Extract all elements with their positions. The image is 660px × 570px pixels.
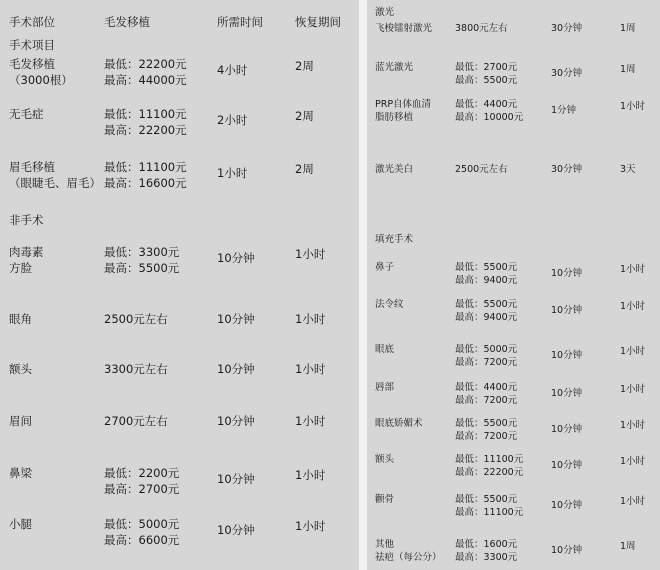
price-range <box>455 61 517 87</box>
price-range-line: 最低：1600元 <box>455 539 518 550</box>
price-range <box>104 465 179 497</box>
time-required: 10分钟 <box>217 312 255 326</box>
price-range-line: 3800元左右 <box>455 23 508 34</box>
price-range-line: 最高：44000元 <box>104 73 187 87</box>
price-range-line: 最低：11100元 <box>104 107 187 121</box>
price-range <box>455 538 517 564</box>
recovery-period: 1小时 <box>620 301 646 312</box>
price-range-line: 2700元左右 <box>104 414 168 428</box>
time-required: 10分钟 <box>551 500 583 511</box>
recovery-period: 1周 <box>620 541 636 552</box>
procedure-name <box>375 343 394 356</box>
header-body-part: 手术部位 <box>9 15 55 29</box>
price-range <box>104 106 187 138</box>
procedure-name-line: 鼻梁 <box>9 466 32 480</box>
procedure-name-line: 无毛症 <box>9 107 44 121</box>
price-range-line: 最高：2700元 <box>104 482 180 496</box>
procedure-name-line: 脂肪移植 <box>375 112 414 123</box>
time-required: 10分钟 <box>217 472 255 486</box>
price-range-line: 最高：7200元 <box>455 431 518 442</box>
recovery-period: 1小时 <box>620 420 646 431</box>
price-range <box>104 361 168 377</box>
procedure-name <box>9 465 32 481</box>
time-required: 10分钟 <box>551 545 583 556</box>
procedure-name-line: 眼底娇媚术 <box>375 418 423 429</box>
procedure-name-line: 祛疤（每公分） <box>375 552 442 563</box>
price-range-line: 最低：3300元 <box>104 245 180 259</box>
recovery-period: 3天 <box>620 164 636 175</box>
price-range-line: 最低：5500元 <box>455 262 518 273</box>
procedure-name-line: 额头 <box>375 454 395 465</box>
price-range-line: 最高：3300元 <box>455 552 518 563</box>
time-required: 1小时 <box>217 166 248 180</box>
price-range-line: 最高：5500元 <box>455 75 518 86</box>
price-range <box>104 311 168 327</box>
time-required: 4小时 <box>217 63 248 77</box>
procedure-name <box>375 417 423 430</box>
procedure-name-line: 其他 <box>375 539 395 550</box>
recovery-period: 1小时 <box>295 312 326 326</box>
procedure-name <box>9 311 32 327</box>
procedure-name <box>9 56 73 88</box>
procedure-name-line: 法令纹 <box>375 299 404 310</box>
price-range-line: 最高：9400元 <box>455 275 518 286</box>
time-required: 10分钟 <box>551 424 583 435</box>
time-required: 10分钟 <box>551 388 583 399</box>
recovery-period: 2周 <box>295 59 314 73</box>
price-range-line: 最高：5500元 <box>104 261 180 275</box>
recovery-period: 1小时 <box>620 346 646 357</box>
time-required: 10分钟 <box>217 523 255 537</box>
procedure-name-line: 眉间 <box>9 414 32 428</box>
section-title: 激光 <box>375 7 395 18</box>
time-required: 10分钟 <box>551 268 583 279</box>
procedure-name-line: 额头 <box>9 362 32 376</box>
price-range-line: 3300元左右 <box>104 362 168 376</box>
recovery-period: 1小时 <box>620 264 646 275</box>
procedure-name-line: （眼睫毛、眉毛） <box>9 176 101 190</box>
procedure-name <box>9 106 44 122</box>
price-range <box>104 244 179 276</box>
procedure-name <box>9 244 44 276</box>
section-title: 填充手术 <box>375 234 414 245</box>
price-range-line: 最高：22200元 <box>455 467 524 478</box>
header-time-required: 所需时间 <box>217 15 263 29</box>
recovery-period: 1小时 <box>295 362 326 376</box>
procedure-name-line: 飞梭镭射激光 <box>375 23 433 34</box>
procedure-name <box>375 163 413 176</box>
price-range-line: 最低：2200元 <box>104 466 180 480</box>
procedure-name <box>375 98 431 124</box>
procedure-name-line: 唇部 <box>375 382 395 393</box>
procedure-name <box>375 298 404 311</box>
procedure-name <box>375 453 394 466</box>
time-required: 10分钟 <box>551 460 583 471</box>
price-range-line: 最高：9400元 <box>455 312 518 323</box>
procedure-name <box>9 361 32 377</box>
procedure-name-line: 眼底 <box>375 344 395 355</box>
price-range-line: 最低：22200元 <box>104 57 187 71</box>
procedure-name <box>375 61 413 74</box>
recovery-period: 1小时 <box>620 456 646 467</box>
recovery-period: 2周 <box>295 109 314 123</box>
procedure-name <box>375 22 432 35</box>
recovery-period: 1小时 <box>620 384 646 395</box>
right-price-table <box>367 0 660 570</box>
time-required: 2小时 <box>217 113 248 127</box>
price-range <box>455 343 517 369</box>
section-title: 手术项目 <box>9 38 55 52</box>
price-range <box>455 98 523 124</box>
price-range <box>104 413 168 429</box>
price-range-line: 最低：11100元 <box>455 454 524 465</box>
recovery-period: 1小时 <box>295 519 326 533</box>
procedure-name-line: （3000根） <box>9 73 73 87</box>
procedure-name-line: PRP自体血清 <box>375 99 432 110</box>
price-range-line: 最高：6600元 <box>104 533 180 547</box>
price-range <box>455 163 508 176</box>
column-divider <box>359 0 367 570</box>
procedure-name <box>9 159 101 191</box>
price-range-line: 最高：7200元 <box>455 395 518 406</box>
price-range <box>455 298 517 324</box>
price-range <box>455 417 517 443</box>
header-hair-transplant: 毛发移植 <box>104 15 150 29</box>
time-required: 10分钟 <box>551 350 583 361</box>
price-range-line: 最高：10000元 <box>455 112 524 123</box>
price-range-line: 最低：11100元 <box>104 160 187 174</box>
price-range-line: 最低：5500元 <box>455 494 518 505</box>
price-range <box>455 453 523 479</box>
time-required: 30分钟 <box>551 23 583 34</box>
procedure-name-line: 激光美白 <box>375 164 414 175</box>
recovery-period: 2周 <box>295 162 314 176</box>
procedure-name-line: 肉毒素 <box>9 245 44 259</box>
price-range-line: 最低：4400元 <box>455 382 518 393</box>
procedure-name <box>375 381 394 394</box>
procedure-name-line: 颧骨 <box>375 494 395 505</box>
section-title: 非手术 <box>9 213 44 227</box>
price-range-line: 最高：22200元 <box>104 123 187 137</box>
price-range-line: 最低：5500元 <box>455 418 518 429</box>
price-range-line: 2500元左右 <box>455 164 508 175</box>
procedure-name-line: 鼻子 <box>375 262 395 273</box>
procedure-name-line: 毛发移植 <box>9 57 55 71</box>
time-required: 10分钟 <box>217 414 255 428</box>
price-range-line: 最高：11100元 <box>455 507 524 518</box>
price-range <box>455 381 517 407</box>
time-required: 30分钟 <box>551 68 583 79</box>
procedure-name <box>375 261 394 274</box>
procedure-name-line: 眉毛移植 <box>9 160 55 174</box>
recovery-period: 1周 <box>620 64 636 75</box>
price-range <box>455 261 517 287</box>
price-range-line: 最低：5500元 <box>455 299 518 310</box>
price-range-line: 最高：16600元 <box>104 176 187 190</box>
price-range-line: 最低：5000元 <box>455 344 518 355</box>
procedure-name <box>375 538 442 564</box>
price-range-line: 最低：5000元 <box>104 517 180 531</box>
procedure-name-line: 小腿 <box>9 517 32 531</box>
price-range <box>455 493 523 519</box>
price-range <box>104 159 187 191</box>
procedure-name <box>375 493 394 506</box>
procedure-name <box>9 516 32 532</box>
recovery-period: 1小时 <box>295 247 326 261</box>
recovery-period: 1小时 <box>620 496 646 507</box>
price-range-line: 最低：2700元 <box>455 62 518 73</box>
price-range <box>104 56 187 88</box>
procedure-name-line: 方脸 <box>9 261 32 275</box>
recovery-period: 1小时 <box>620 101 646 112</box>
procedure-name <box>9 413 32 429</box>
time-required: 30分钟 <box>551 164 583 175</box>
time-required: 1分钟 <box>551 105 577 116</box>
price-range-line: 最低：4400元 <box>455 99 518 110</box>
time-required: 10分钟 <box>217 251 255 265</box>
procedure-name-line: 蓝光激光 <box>375 62 414 73</box>
time-required: 10分钟 <box>217 362 255 376</box>
recovery-period: 1周 <box>620 23 636 34</box>
price-range-line: 最高：7200元 <box>455 357 518 368</box>
price-range-line: 2500元左右 <box>104 312 168 326</box>
recovery-period: 1小时 <box>295 468 326 482</box>
price-range <box>455 22 508 35</box>
recovery-period: 1小时 <box>295 414 326 428</box>
price-range <box>104 516 179 548</box>
time-required: 10分钟 <box>551 305 583 316</box>
header-recovery-period: 恢复期间 <box>295 15 341 29</box>
procedure-name-line: 眼角 <box>9 312 32 326</box>
